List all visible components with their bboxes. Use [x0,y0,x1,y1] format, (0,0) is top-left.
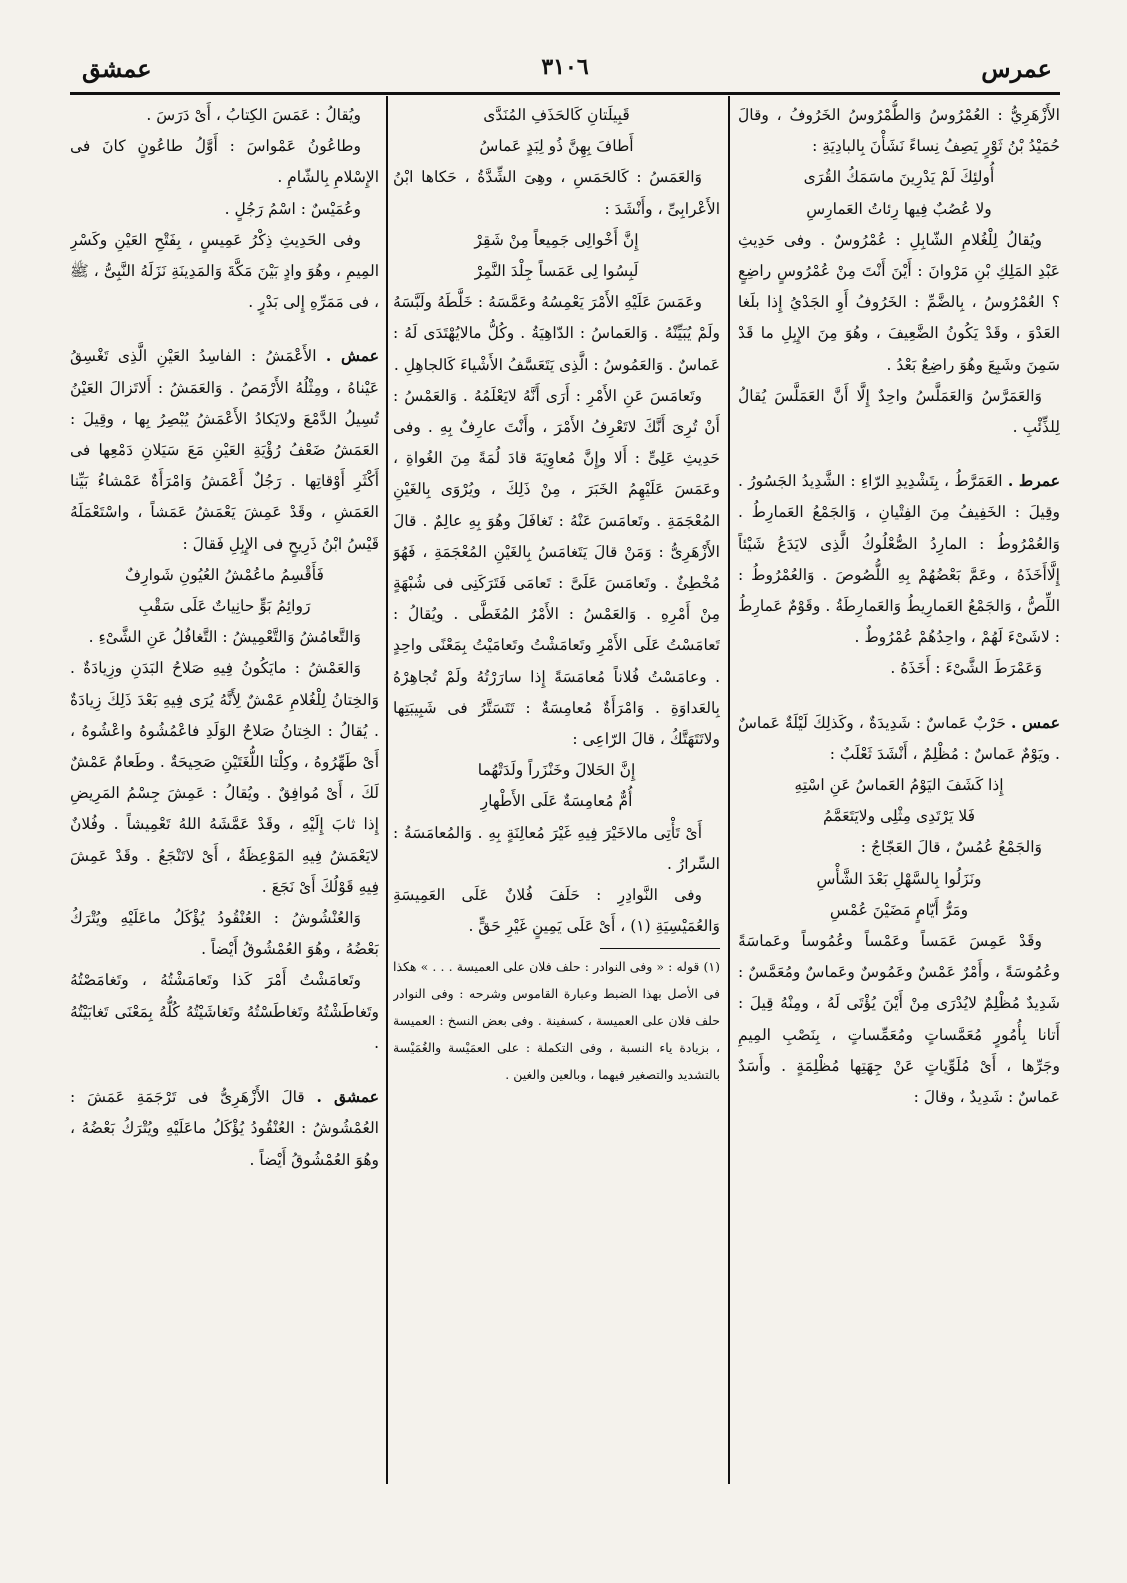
verse-line: إِنَّ الحَلالَ وخَنْزَراً ولَدَتْهُما [477,761,636,780]
entry-text: حَرْبٌ عَماسٌ : شَدِيدَةٌ ، وكَذلِكَ لَيْلَةٌ عَماسٌ . ويَوْمٌ عَماسٌ : مُظْلِمٌ ، أَنْشَدَ ثَعْلَبٌ : [738,713,1060,763]
verse-line: إِذا كَشَفَ اليَوْمُ العَماسُ عَنِ اسْتِهِ [794,776,1004,795]
paragraph: وَالجَمْعُ عُمُسٌ ، قالَ العَجّاجُ : [860,838,1042,857]
footnote: (١) قوله : « وفى النوادر : حلف فلان على العميسة . . . » هكذا فى الأصل بهذا الضبط وعبارة القاموس وشرحه : وفى النوادر حلف فلان على العميسة ، كسفينة . وفى بعض النسخ : العميسة ، بزيادة ياء النسبة ، وفى التكملة : على العمَيْسة والغُمَيْسة بالتشديد والتصغير فيهما ، وبالعين والغين . [393,959,720,1083]
paragraph: الأَزْهَرِيُّ : العُمْرُوسُ وَالطُّمْرُوسُ الخَرُوفُ ، وقالَ حُمَيْدُ بْنُ ثَوْرٍ يَصِفُ نِساءً نَشَأْنَ بِالبادِيَةِ : [738,106,1060,156]
entry-ams [738,707,1060,770]
verse-line: قَبِيلَتانِ كَالحَذَفِ المُنَدَّى [483,106,630,124]
paragraph: ويُقالُ : عَمَسَ الكِتابُ ، أَىْ دَرَسَ . [146,106,361,124]
column-middle [393,100,720,1495]
paragraph: وقَدْ عَمِسَ عَمَساً وعَمْساً وعُمُوساً وعَماسَةً وعُمُوسَةً ، وأَمْرٌ عَمْسٌ وعَمُوسٌ وعَماسٌ ومُعَمَّسٌ : شَدِيدٌ مُظْلِمٌ لايُدْرَى مِنْ أَيْنَ يُؤْتَى لَهُ ، ومِنْهُ قِيلَ : أَتانا بِأُمُورٍ مُعَمَّساتٍ ومُعَمِّساتٍ ، بِنَصْبِ المِيمِ وجَرِّها ، أَىْ مُلَوِّياتٍ عَنْ جِهَتِها مُظْلِمَةٍ . وأَسَدٌ عَماسٌ : شَدِيدٌ ، وقالَ : [738,932,1060,1107]
verse-line: أَطافَ بِهِنَّ ذُو لِبَدٍ عَماسُ [479,137,634,156]
verse-line: إِنَّ أَخْوالِى جَمِيعاً مِنْ شَقِرْ [474,230,639,249]
paragraph: وَعَمْرَطَ الشَّىْءَ : أَخَذَهُ . [890,659,1042,678]
headword: عمشق . [316,1087,379,1107]
paragraph: وطاعُونُ عَمْواسَ : أَوَّلُ طاعُونٍ كانَ فى الإِسْلامِ بِالشّامِ . [70,137,379,187]
entry-amash [70,340,379,559]
entry-text: الأَعْمَشُ : الفاسِدُ العَيْنِ الَّذِى تَغْسِقُ عَيْناهُ ، ومِثْلُهُ الأَرْمَصُ . وَالعَمَشُ : أَلاتَزالَ العَيْنُ تُسِيلُ الدَّمْعَ ولايَكادُ الأَعْمَشُ يُبْصِرُ بِها ، وقِيلَ : العَمَشُ ضَعْفُ رُؤْيَةِ العَيْنِ مَعَ سَيَلانِ دَمْعِها فى أَكْثَرِ أَوْقاتِها . رَجُلٌ أَعْمَشُ وَامْرَأَةٌ عَمْشاءُ بَيِّنا العَمَشِ ، وقَدْ عَمِشَ يَعْمَشُ عَمَشاً ، واسْتَعْمَلَهُ قَيْسُ ابْنُ ذَرِيحٍ فى الإِبِلِ فَقالَ : [70,347,379,553]
page-number: ٣١٠٦ [541,54,589,80]
paragraph: ويُقالُ لِلْغُلامِ الشّابِلِ : عُمْرُوسٌ . وفى حَدِيثِ عَبْدِ المَلِكِ بْنِ مَرْوانَ : أَيْنَ أَنْتَ مِنْ عُمْرُوسٍ راضِعٍ ؟ العُمْرُوسُ ، بِالضَّمِّ : الخَرُوفُ أَوِ الجَدْيُ إِذا بلَغا العَدْوَ ، وقَدْ يَكُونُ الضَّعِيفَ ، وهُوَ مِنَ الإِبِلِ ما قَدْ سَمِنَ وشَبِعَ وهُوَ راضِعٌ بَعْدُ . [738,230,1060,374]
paragraph: وَالعَمَسُ : كَالحَمَسِ ، وهِىَ الشِّدَّةُ ، حَكاها ابْنُ الأَعْرابِىِّ ، وأَنْشَدَ : [393,168,720,218]
paragraph: وفى الحَدِيثِ ذِكْرُ عَمِيسٍ ، بِفَتْحِ العَيْنِ وكَسْرِ المِيمِ ، وهُوَ وادٍ بَيْنَ مَكَّةَ وَالمَدِينَةِ نَزَلَهُ النَّبِىُّ ، ﷺ ، فى مَمَرِّهِ إِلى بَدْرٍ . [70,230,379,312]
paragraph: وفى النَّوادِرِ : حَلَفَ فُلانٌ عَلَى العَمِيسَةِ وَالعُمَيْسِيَةِ (١) ، أَىْ عَلَى يَمِينٍ غَيْرِ حَقٍّ . [393,886,720,936]
header-right-guide-word: عمرس [981,54,1052,83]
paragraph: أَىْ تَأْتِى مالاخَيْرَ فِيهِ غَيْرَ مُعالِنَةٍ بِهِ . وَالمُعامَسَةُ : السِّرارُ . [393,823,720,873]
entry-text: قالَ الأَزْهَرِىُّ فى تَرْجَمَةِ عَمَشَ : العُمْشُوشُ : العُنْقُودُ يُؤْكَلُ ماعَلَيْهِ ويُتْرَكُ بَعْضُهُ ، وهُوَ العُمْشُوقُ أَيْضاً . [70,1088,379,1169]
column-divider-left [386,96,388,1484]
headword: عمش . [325,346,379,366]
column-divider-right [728,96,730,1484]
paragraph: وَالعُنْشُوشُ : العُنْقُودُ يُؤْكَلُ ماعَلَيْهِ ويُتْرَكُ بَعْضُهُ ، وهُوَ العُمْشُوقُ أَيْضاً . [70,909,379,959]
verse-line: أُولئِكَ لَمْ يَدْرِينَ ماسَمَكُ القُرَى [803,168,995,187]
paragraph: وتَعامَشْتُ أَمْرَ كَذا وتَعامَشْتُهُ ، وتَغامَصْتُهُ وتَغاطَشْتُهُ وتَغاطَسْتُهُ وتَغاشَيْتُهُ كُلُّهُ بِمَعْنَى تَغابَيْتُهُ . [70,971,379,1052]
verse-line: أُمٌّ مُعامِسَةٌ عَلَى الأَطْهارِ [480,792,633,811]
verse-line: ونَزَلُوا بِالسَّهْلِ بَعْدَ الشَّأْسِ [816,869,982,888]
entry-amashq [70,1081,379,1176]
footnote-rule [600,948,720,949]
headword: عمس . [1011,712,1060,732]
paragraph: وَالتَّعامُشُ وَالتَّعْمِيشُ : التَّغافُلُ عَنِ الشَّىْءِ . [88,628,361,647]
paragraph: وعَمَسَ عَلَيْهِ الأَمْرَ يَعْمِسُهُ وعَمَّسَهُ : خَلَّطَهُ ولَبَّسَهُ ولَمْ يُبَيِّنْهُ . وَالعَماسُ : الدّاهِيَةُ . وكُلُّ مالايُهْتَدَى لَهُ : عَماسٌ . وَالعَمُوسُ : الَّذِى يَتَعَسَّفُ الأَشْياءَ كَالجاهِلِ . [393,293,720,374]
header-left-guide-word: عمشق [82,54,152,83]
page-header [70,50,1060,94]
column-right [738,100,1060,1495]
verse-line: ولا عُصُبٌ فِيها رِئاتُ العَمارِسِ [806,199,992,218]
verse-line: ومَرُّ أَيّامٍ مَضَيْنَ عُمْسِ [829,900,969,919]
paragraph: وتَعامَسَ عَنِ الأَمْرِ : أَرَى أَنَّهُ لايَعْلَمُهُ . وَالعَمْسُ : أَنْ تُرِىَ أَنَّكَ لاتَعْرِفُ الأَمْرَ ، وأَنْتَ عارِفٌ بِهِ . وفى حَدِيثِ عَلِىٍّ : أَلا وإِنَّ مُعاوِيَةَ قادَ لُمَةً مِنَ الغُواةِ ، وعَمَسَ عَلَيْهِمُ الخَبَرَ ، مِنْ ذَلِكَ ، ويُرْوَى بِالغَيْنِ المُعْجَمَةِ . وتَعامَسَ عَنْهُ : تَغافَلَ وهُوَ بِهِ عالِمٌ . قالَ الأَزْهَرِىُّ : وَمَنْ قالَ يَتَغامَسُ بِالغَيْنِ المُعْجَمَةِ ، فَهُوَ مُخْطِئٌ . وتَعامَسَ عَلَىَّ : تَعامَى فَتَرَكَنِى فى شُبْهَةٍ مِنْ أَمْرِهِ . وَالعَمْسُ : الأَمْرُ المُغَطَّى . ويُقالُ : تَعامَسْتُ عَلَى الأَمْرِ وتَعامَشْتُ وتَعامَيْتُ بِمَعْنًى واحِدٍ . وعامَسْتُ فُلاناً مُعامَسَةً إِذا سارَرْتُهُ ولَمْ تُجاهِرْهُ بِالعَداوَةِ . وَامْرَأَةٌ مُعامِسَةٌ : تَتَسَتَّرُ فى شَبِيبَتِها ولاتَتَهَتَّكُ ، قالَ الرّاعِى : [393,386,720,749]
paragraph: وَالعَمَرَّسُ وَالعَمَلَّسُ واحِدٌ إِلَّا أَنَّ العَمَلَّسَ يُقالُ لِلذِّئْبِ . [738,386,1060,437]
column-left [70,100,379,1495]
verse-line: فَأَقْسِمُ ماعُمْشُ العُيُونِ شَوارِفٌ [125,565,324,584]
verse-line: رَوائِمُ بَوٍّ حانِياتٌ عَلَى سَقْبِ [138,597,311,616]
headword: عمرط . [1007,471,1060,491]
verse-line: لَبِسُوا لِى عَمَساً جِلْدَ النَّمِرْ [474,262,639,281]
paragraph: وعُمَيْسٌ : اسْمُ رَجُلٍ . [224,199,361,218]
entry-text: العَمَرَّطُ ، بِتَشْدِيدِ الرّاءِ : الشَّدِيدُ الجَسُورُ . وقِيلَ : الخَفِيفُ مِنَ الفِتْيانِ ، وَالجَمْعُ العَمارِطُ . وَالعُمْرُوطُ : المارِدُ الصُّعْلُوكُ الَّذِى لايَدَعُ شَيْئاً إِلَّاأَخَذَهُ ، وعَمَّ بَعْضُهُمْ بِهِ اللُّصُوصَ . وَالعُمْرُوطُ : اللِّصُّ ، وَالجَمْعُ العَمارِيطُ وَالعَمارِطَةُ . وقَوْمٌ عَمارِطُ : لاشَىْءَ لَهُمْ ، واحِدُهُمْ عُمْرُوطٌ . [738,472,1060,647]
paragraph: وَالعَمْشُ : مايَكُونُ فِيهِ صَلاحُ البَدَنِ وزِيادَةٌ . وَالخِتانُ لِلْغُلامِ عَمْشٌ لِأَنَّهُ يُرَى فِيهِ بَعْدَ ذَلِكَ زِيادَةٌ . يُقالُ : الخِتانُ صَلاحٌ الوَلَدِ فاعْمُشُوهُ واعْشُوهُ ، أَىْ طَهِّرُوهُ ، وكِلْتا اللُّغَتَيْنِ صَحِيحَةٌ . وطَعامٌ عَمْشٌ لَكَ ، أَىْ مُوافِقٌ . ويُقالُ : عَمِشَ جِسْمُ المَرِيضِ إِذا ثابَ إِلَيْهِ ، وقَدْ عَمَّشَهُ اللهُ تَعْمِيشاً . وفُلانٌ لايَعْمَشُ فِيهِ المَوْعِظَةُ ، أَىْ لاتَنْجَعُ . وقَدْ عَمِشَ فِيهِ قَوْلُكَ أَىْ نَجَعَ . [70,659,379,896]
header-rule [70,92,1060,95]
verse-line: فَلا يَرْتَدِى مِثْلِى ولايَتَعَمَّمُ [823,807,975,826]
entry-amrat [738,465,1060,653]
